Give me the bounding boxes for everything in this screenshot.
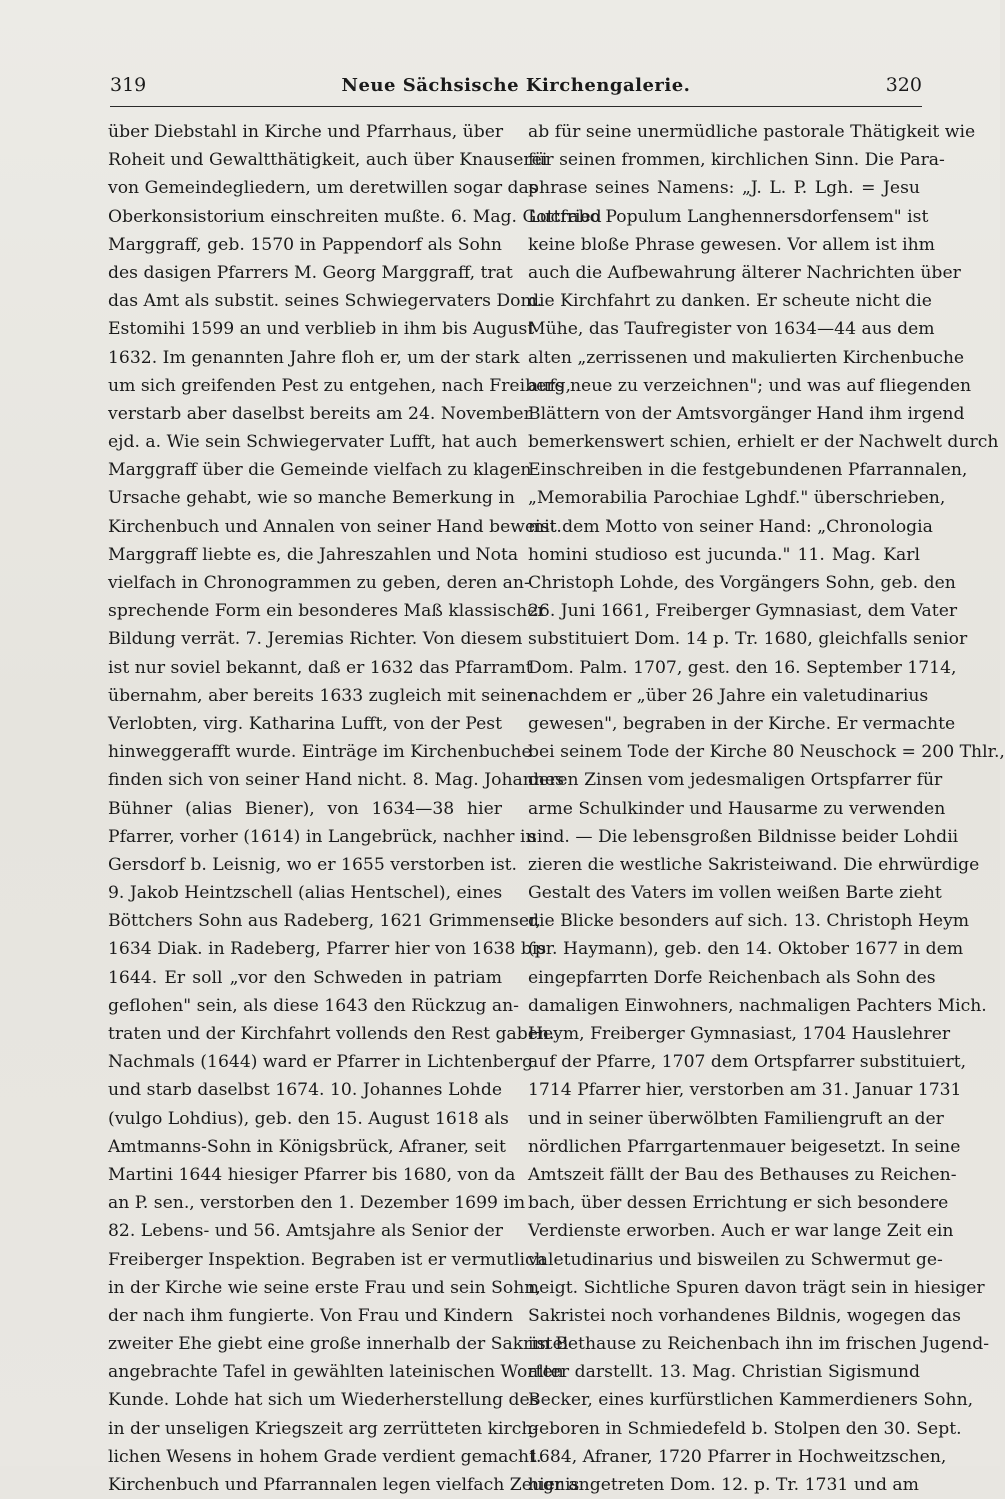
text-line: Marggraff liebte es, die Jahreszahlen und Nota (108, 544, 519, 565)
text-line: finden sich von seiner Hand nicht. 8. Mag. Johannes (108, 770, 564, 791)
text-line: damaligen Einwohners, nachmaligen Pachters Mich. (528, 995, 987, 1016)
text-line: Verlobten, virg. Katharina Lufft, von der Pest (108, 713, 502, 734)
right-text-column (528, 118, 1005, 1499)
text-line: lichen Wesens in hohem Grade verdient gemacht. (108, 1446, 542, 1467)
text-line: traten und der Kirchfahrt vollends den Rest gaben. (108, 1024, 555, 1044)
text-line: auch die Aufbewahrung älterer Nachrichten über (528, 262, 961, 283)
text-line: Dom. Palm. 1707, gest. den 16. September 1714, (528, 657, 957, 678)
text-line: alten „zerrissenen und makulierten Kirchenbuche (528, 347, 965, 368)
text-line: Bühner (alias Biener), von 1634—38 hier (108, 798, 502, 819)
text-line: bei seinem Tode der Kirche 80 Neuschock = 200 Thlr., (528, 742, 1005, 763)
text-line: Blättern von der Amtsvorgänger Hand ihm irgend (528, 403, 965, 424)
text-line: Amtszeit fällt der Bau des Bethauses zu Reichen- (528, 1164, 957, 1185)
text-line: sprechende Form ein besonderes Maß klassischer (108, 601, 546, 622)
text-line: Estomihi 1599 an und verblieb in ihm bis August (108, 319, 535, 340)
text-line: und in seiner überwölbten Familiengruft an der (528, 1108, 944, 1129)
text-line: Christoph Lohde, des Vorgängers Sohn, geb. den (528, 573, 956, 593)
text-line: Böttchers Sohn aus Radeberg, 1621 Grimmenser, (108, 911, 541, 932)
text-line: verstarb aber daselbst bereits am 24. November (108, 403, 532, 424)
text-line: 1634 Diak. in Radeberg, Pfarrer hier von 1638 bis (108, 939, 547, 960)
page-number-left: 319 (110, 74, 147, 96)
text-line: 9. Jakob Heintzschell (alias Hentschel), eines (108, 883, 503, 904)
text-line: die Blicke besonders auf sich. 13. Christoph Heym (528, 911, 970, 932)
text-line: deren Zinsen vom jedesmaligen Ortspfarrer für (528, 770, 943, 791)
text-line: arme Schulkinder und Hausarme zu verwenden (528, 798, 946, 819)
text-line: bach, über dessen Errichtung er sich besondere (528, 1193, 949, 1214)
text-line: gewesen", begraben in der Kirche. Er vermachte (528, 713, 956, 734)
text-line: ejd. a. Wie sein Schwiegervater Lufft, hat auch (108, 432, 518, 453)
text-line: ab für seine unermüdliche pastorale Thätigkeit wie (528, 122, 976, 142)
text-line: Heym, Freiberger Gymnasiast, 1704 Hauslehrer (528, 1024, 951, 1044)
text-line: Oberkonsistorium einschreiten mußte. 6. Mag. Gottfried (108, 206, 602, 227)
page-number-right: 320 (885, 74, 922, 96)
text-line: 1644. Er soll „vor den Schweden in patriam (108, 967, 502, 988)
text-line: und starb daselbst 1674. 10. Johannes Lohde (108, 1080, 502, 1101)
text-line: Bildung verrät. 7. Jeremias Richter. Von diesem (108, 629, 523, 650)
text-line: bemerkenswert schien, erhielt er der Nachwelt durch (528, 432, 999, 453)
text-line: Kirchenbuch und Annalen von seiner Hand beweist. (108, 516, 562, 537)
text-line: der nach ihm fungierte. Von Frau und Kindern (108, 1305, 514, 1326)
text-line: alter darstellt. 13. Mag. Christian Sigismund (528, 1362, 920, 1383)
text-line: Lucrabo Populum Langhennersdorfensem" ist (528, 206, 929, 227)
text-line: nachdem er „über 26 Jahre ein valetudinarius (528, 685, 929, 706)
text-line: Einschreiben in die festgebundenen Pfarrannalen, (528, 460, 968, 481)
text-line: aufs neue zu verzeichnen"; und was auf fliegenden (528, 375, 972, 396)
text-line: an P. sen., verstorben den 1. Dezember 1699 im (108, 1193, 526, 1214)
text-line: „Memorabilia Parochiae Lghdf." überschrieben, (528, 488, 946, 509)
text-line: des dasigen Pfarrers M. Georg Marggraff, trat (108, 262, 513, 283)
text-line: (pr. Haymann), geb. den 14. Oktober 1677 in dem (528, 939, 964, 960)
text-line: Nachmals (1644) ward er Pfarrer in Lichtenberg (108, 1052, 534, 1073)
text-line: keine bloße Phrase gewesen. Vor allem ist ihm (528, 234, 935, 255)
text-line: Pfarrer, vorher (1614) in Langebrück, nachher in (108, 826, 537, 847)
text-line: (vulgo Lohdius), geb. den 15. August 1618 als (108, 1108, 509, 1129)
text-line: substituiert Dom. 14 p. Tr. 1680, gleichfalls senior (528, 629, 968, 650)
text-line: hinweggerafft wurde. Einträge im Kirchenbuche (108, 742, 532, 763)
text-line: ist nur soviel bekannt, daß er 1632 das Pfarramt (108, 657, 533, 678)
text-line: übernahm, aber bereits 1633 zugleich mit seiner (108, 685, 536, 706)
text-line: in der Kirche wie seine erste Frau und sein Sohn, (108, 1277, 541, 1298)
text-line: über Diebstahl in Kirche und Pfarrhaus, über (108, 122, 504, 142)
header-rule (110, 106, 922, 107)
text-line: 26. Juni 1661, Freiberger Gymnasiast, dem Vater (528, 601, 958, 622)
text-line: zieren die westliche Sakristeiwand. Die ehrwürdige (528, 854, 980, 875)
text-line: valetudinarius und bisweilen zu Schwermut ge- (528, 1249, 943, 1270)
text-line: Freiberger Inspektion. Begraben ist er vermutlich (108, 1249, 546, 1270)
text-line: geflohen" sein, als diese 1643 den Rückzug an- (108, 995, 519, 1016)
text-line: Kunde. Lohde hat sich um Wiederherstellung des (108, 1390, 539, 1411)
text-line: hier angetreten Dom. 12. p. Tr. 1731 und am (528, 1475, 919, 1495)
left-text-column (108, 118, 602, 1499)
text-line: von Gemeindegliedern, um deretwillen sogar das (108, 178, 538, 199)
text-line: 1632. Im genannten Jahre floh er, um der stark (108, 347, 520, 368)
text-line: um sich greifenden Pest zu entgehen, nach Freiberg, (108, 375, 571, 396)
text-line: Becker, eines kurfürstlichen Kammerdieners Sohn, (528, 1390, 974, 1411)
text-line: im Bethause zu Reichenbach ihn im frischen Jugend- (528, 1334, 990, 1355)
text-line: Kirchenbuch und Pfarrannalen legen vielfach Zeugnis (108, 1475, 580, 1495)
text-line: angebrachte Tafel in gewählten lateinischen Worten (108, 1362, 564, 1383)
text-line: neigt. Sichtliche Spuren davon trägt sein in hiesiger (528, 1277, 985, 1298)
text-line: Amtmanns-Sohn in Königsbrück, Afraner, seit (108, 1136, 506, 1157)
text-line: Sakristei noch vorhandenes Bildnis, wogegen das (528, 1305, 961, 1326)
text-line: homini studioso est jucunda." 11. Mag. Karl (528, 544, 920, 565)
text-line: Mühe, das Taufregister von 1634—44 aus dem (528, 319, 935, 340)
text-line: Marggraff, geb. 1570 in Pappendorf als Sohn (108, 234, 502, 255)
text-line: Marggraff über die Gemeinde vielfach zu klagen (108, 460, 532, 481)
text-line: sind. — Die lebensgroßen Bildnisse beider Lohdii (528, 826, 959, 847)
text-line: 1684, Afraner, 1720 Pfarrer in Hochweitzschen, (528, 1446, 947, 1467)
text-line: 82. Lebens- und 56. Amtsjahre als Senior der (108, 1221, 504, 1242)
text-line: 1714 Pfarrer hier, verstorben am 31. Januar 1731 (528, 1080, 962, 1101)
text-line: Martini 1644 hiesiger Pfarrer bis 1680, von da (108, 1164, 516, 1185)
text-line: Ursache gehabt, wie so manche Bemerkung in (108, 488, 515, 509)
text-line: das Amt als substit. seines Schwiegervaters Dom. (108, 291, 543, 312)
text-line: eingepfarrten Dorfe Reichenbach als Sohn des (528, 967, 936, 988)
text-line: mit dem Motto von seiner Hand: „Chronologia (528, 516, 933, 537)
text-line: in der unseligen Kriegszeit arg zerrütteten kirch- (108, 1418, 539, 1439)
text-line: auf der Pfarre, 1707 dem Ortspfarrer substituiert, (528, 1052, 967, 1073)
text-line: zweiter Ehe giebt eine große innerhalb der Sakristei (108, 1334, 569, 1355)
running-title: Neue Sächsische Kirchengalerie. (341, 75, 691, 96)
text-line: Roheit und Gewaltthätigkeit, auch über Knauserei (108, 150, 548, 171)
text-line: geboren in Schmiedefeld b. Stolpen den 30. Sept. (528, 1418, 962, 1439)
text-line: Verdienste erworben. Auch er war lange Zeit ein (528, 1221, 954, 1242)
text-line: Gersdorf b. Leisnig, wo er 1655 verstorben ist. (108, 854, 518, 875)
text-line: nördlichen Pfarrgartenmauer beigesetzt. In seine (528, 1136, 961, 1157)
text-line: die Kirchfahrt zu danken. Er scheute nicht die (528, 291, 932, 312)
text-line: phrase seines Namens: „J. L. P. Lgh. = Jesu (528, 178, 920, 199)
running-header (110, 74, 922, 106)
text-line: vielfach in Chronogrammen zu geben, deren an- (108, 573, 530, 593)
text-line: Gestalt des Vaters im vollen weißen Barte zieht (528, 883, 942, 904)
text-line: für seinen frommen, kirchlichen Sinn. Die Para- (528, 150, 945, 171)
